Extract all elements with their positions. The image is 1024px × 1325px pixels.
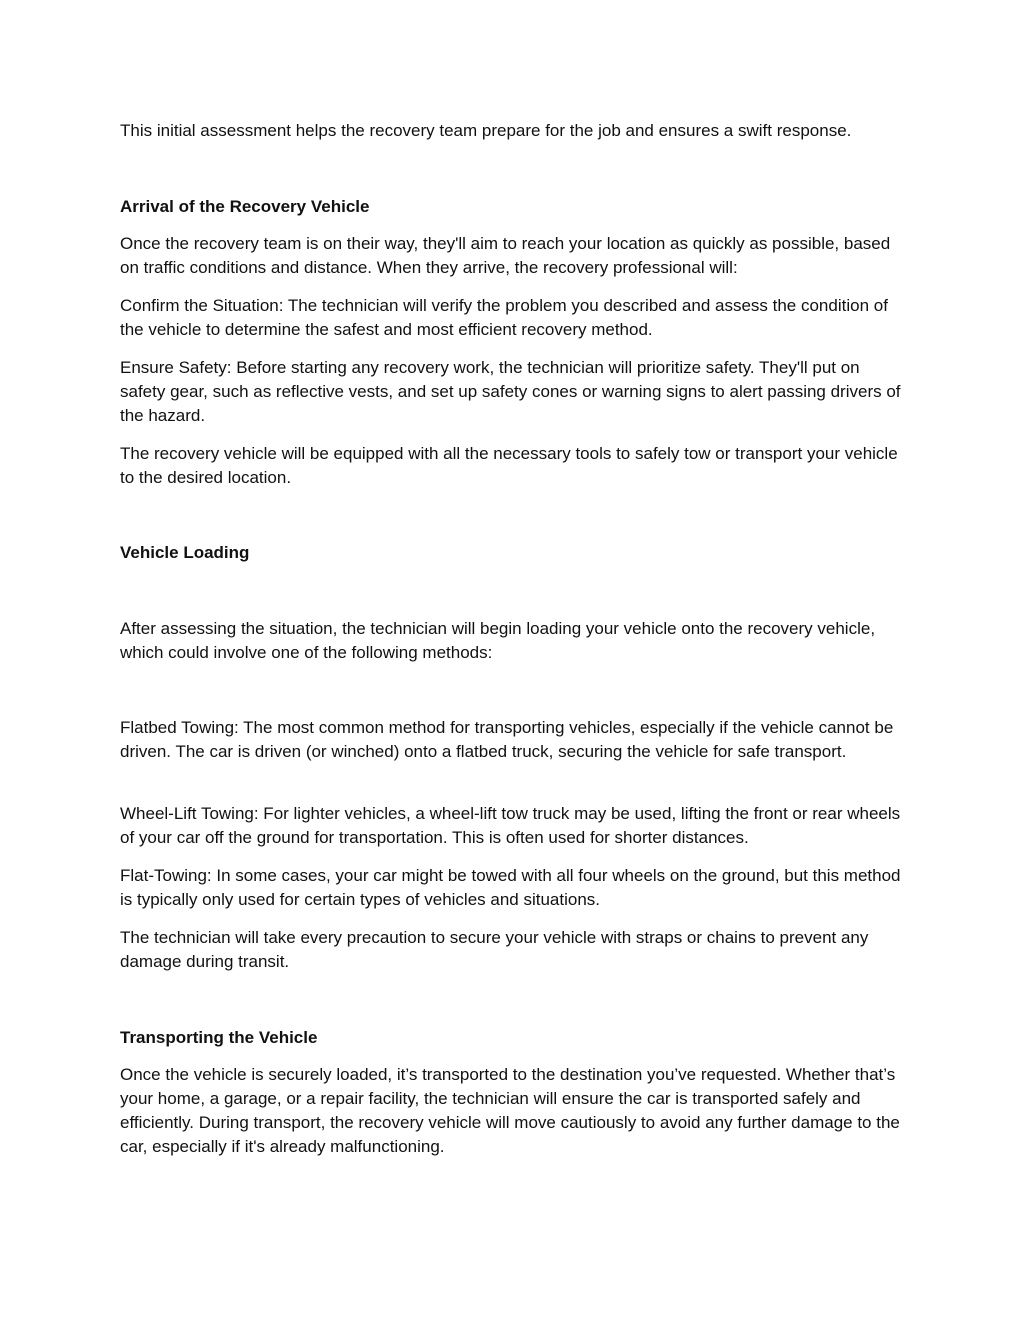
paragraph-flatbed-towing: Flatbed Towing: The most common method for transporting vehicles, especially if the vehicle cannot be driven. The car is driven (or winched) onto a flatbed truck, securing the vehicle for safe transport. bbox=[120, 718, 894, 761]
paragraph-loading-intro: After assessing the situation, the technician will begin loading your vehicle onto the recovery vehicle, which could involve one of the following methods: bbox=[120, 619, 876, 662]
paragraph-precaution: The technician will take every precaution to secure your vehicle with straps or chains to prevent any damage during transit. bbox=[120, 928, 869, 971]
paragraph-recovery-equipment: The recovery vehicle will be equipped with all the necessary tools to safely tow or transport your vehicle to the desired location. bbox=[120, 444, 898, 487]
intro-paragraph: This initial assessment helps the recovery team prepare for the job and ensures a swift response. bbox=[120, 121, 852, 140]
paragraph-flat-towing: Flat-Towing: In some cases, your car might be towed with all four wheels on the ground, but this method is typically only used for certain types of vehicles and situations. bbox=[120, 866, 901, 909]
paragraph-wheel-lift-towing: Wheel-Lift Towing: For lighter vehicles, a wheel-lift tow truck may be used, lifting the front or rear wheels of your car off the ground for transportation. This is often used for shorter distances. bbox=[120, 804, 901, 847]
paragraph-transporting: Once the vehicle is securely loaded, it’s transported to the destination you’ve requested. Whether that’s your home, a garage, or a repair facility, the technician will ensure the car is transported safely and efficiently. During transport, the recovery vehicle will move cautiously to avoid any further damage to the car, especially if it's already malfunctioning. bbox=[120, 1065, 900, 1156]
section-heading-arrival: Arrival of the Recovery Vehicle bbox=[120, 197, 370, 216]
paragraph-ensure-safety: Ensure Safety: Before starting any recovery work, the technician will prioritize safety. They'll put on safety gear, such as reflective vests, and set up safety cones or warning signs to alert passing drivers of the hazard. bbox=[120, 358, 901, 425]
paragraph-confirm-situation: Confirm the Situation: The technician will verify the problem you described and assess the condition of the vehicle to determine the safest and most efficient recovery method. bbox=[120, 296, 888, 339]
section-heading-loading: Vehicle Loading bbox=[120, 543, 250, 562]
paragraph-arrival-intro: Once the recovery team is on their way, they'll aim to reach your location as quickly as possible, based on traffic conditions and distance. When they arrive, the recovery professional will: bbox=[120, 234, 891, 277]
section-heading-transporting: Transporting the Vehicle bbox=[120, 1028, 318, 1047]
